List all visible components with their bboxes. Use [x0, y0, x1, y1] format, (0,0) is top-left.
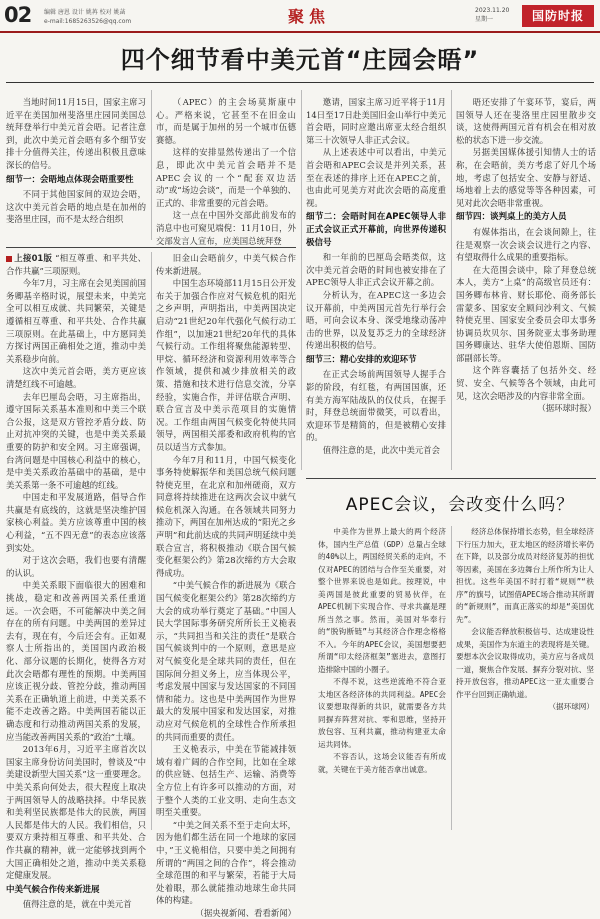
paragraph-text: “相互尊重、和平共处、合作共赢”三项原则。 — [6, 253, 147, 276]
paragraph: 中美作为世界上最大的两个经济体，国内生产总值（GDP）总量占全球的40%以上，两国经贸关系的走向，不仅对APEC的团结与合作至关重要，对整个世界来说也是如此。按理说，中美两国是彼此重要的贸易伙伴，在APEC机制下实现合作、寻求共赢是理所当然之事。然而，美国对华奉行的“脱钩断链”与其经济合作理念格格不入。今年的APEC会议，美国想要把所谓“印太经济框架”塞进去，意图打造排除中国的小圈子。 — [318, 527, 446, 674]
paragraph: 值得注意的是，此次中美元首会 — [322, 445, 441, 456]
article-column-4 — [456, 96, 596, 415]
date-value: 2023.11.20 — [475, 7, 510, 14]
source-credit: （据环球网） — [548, 702, 594, 711]
paragraph: 今年7月，习主席在会见美国前国务卿基辛格时说，展望未来，中美完全可以相互成就、共同繁荣，关键是遵循相互尊重、和平共处、合作共赢三项原则。在此基础上，中方愿同美方探讨两国正确相处之道，推动中美关系稳步向前。 — [6, 278, 146, 364]
column-divider — [451, 526, 452, 830]
column-divider — [151, 252, 152, 830]
paragraph: 2013年6月，习近平主席首次以国家主席身份访问美国时，曾谈及“中美建设新型大国关系”这一重要理念。中美关系向何处去，很大程度上取决于两国领导人的战略抉择。中华民族和美利坚民族都是伟大的民族，两国人民都是伟大的人民。我们相信，只要双方秉持相互尊重、和平共处、合作共赢的精神，就一定能够找到两个大国正确相处之道，推动中美关系稳定健康发展。 — [6, 744, 146, 881]
paragraph: 另据美国媒体援引知情人士的话称，在会晤前，美方考虑了好几个场地，考虑了包括安全、安静与舒适、场地着上去的感觉等等各种因素，可见对此次会晤非常重视。 — [456, 147, 596, 208]
paragraph: 今年7月和11月，中国气候变化事务特使解振华和美国总统气候问题特使克里，在北京和加州磋商，双方同意将持续推进在这两次会议中就气候危机深入沟通。在各领域共同努力推动下，两国在加州达成的“阳光之乡声明”和此前达成的共同声明延续中美联合宣言，将积极推动《联合国气候变化框架公约》第28次缔约方大会取得成功。 — [156, 454, 296, 578]
column-divider — [151, 90, 152, 240]
weekday: 星期一 — [475, 16, 494, 23]
section-separator — [306, 478, 596, 479]
paragraph: 邀请，国家主席习近平将于11月14日至17日赴美国旧金山举行中美元首会晤，同时应邀出席亚太经合组织第三十次领导人非正式会议。 — [306, 97, 446, 145]
subheading: 细节一：会晤地点体现会晤重要性 — [6, 174, 134, 185]
continued-label — [6, 253, 52, 263]
paragraph: 王义桅表示，中美在节能减排领域有着广阔的合作空间，比如在全球的供应链、包括生产、运输、消费等全方位上有许多可以推动的方面，对于整个人类的工业文明、走向生态文明至关重要。 — [156, 744, 296, 818]
paragraph: 中国生态环境部11月15日公开发布关于加强合作应对气候危机的阳光之乡声明，声明指出，中美两国决定启动“21世纪20年代强化气候行动工作组”，以加速21世纪20年代的具体气候行动。工作组将聚焦能源转型、甲烷、循环经济和资源利用效率等合作领域，提供和减少排放相关的政策、措施和技术进行信息交流，分享经验，实施合作，并评估联合声明、联合宣言及中美示范项目的实施情况。工作组由两国气候变化特使共同领导，两国相关部委和政府机构的官员以适当方式参加。 — [156, 278, 296, 452]
paragraph: 去年巴厘岛会晤，习主席指出，遵守国际关系基本准则和中美三个联合公报，这是双方管控矛盾分歧、防止对抗冲突的关键，也是中美关系最重要的防护和安全网。习主席强调，台湾问题是中国核心利益中的核心，是中美关系政治基础中的基础，是中美关系第一条不可逾越的红线。 — [6, 391, 146, 490]
column-divider — [451, 90, 452, 470]
issue-date — [475, 6, 509, 24]
paragraph: 这次中美元首会晤，美方更应该清楚红线不可逾越。 — [6, 366, 146, 389]
paragraph-with-caption — [6, 252, 146, 277]
paragraph: 这个阵容囊括了包括外交、经贸、安全、气候等各个领域，由此可见，这次会晤涉及的内容非常全面。 — [456, 365, 596, 401]
column-divider — [301, 90, 302, 470]
continued-story-column-1 — [6, 252, 147, 910]
subheading: 细节二：会晤时间在APEC领导人非正式会议正式开幕前，向世界传递积极信号 — [306, 212, 446, 248]
paragraph: 分析认为，在APEC这一多边会议开幕前，中美两国元首先行举行会晤，可向会议本身、深受地缘动荡冲击的世界，以及复苏乏力的全球经济传递出积极的信号。 — [306, 289, 446, 351]
continued-story-column-2 — [156, 252, 296, 918]
staff-line: 编辑 唐恩 设计 姚苒 校对 姚菡 — [44, 9, 126, 16]
source-credit: （据环球时报） — [537, 403, 596, 414]
paragraph: 有媒体指出，在会谈间隙上，往往是观察一次会谈会议进行之内容、有望取得什么成果的重要指标。 — [456, 226, 596, 263]
apec-column-2 — [456, 526, 594, 830]
jump-marker-icon — [6, 256, 12, 262]
page-number: 02 — [4, 3, 32, 27]
paragraph: 当地时间11月15日，国家主席习近平在美国加州斐洛里庄园同美国总统拜登举行中美元首会晤。记者注意到，此次中美元首会晤有多个细节安排十分值得关注，传递出积极且意味深长的信号。 — [6, 97, 146, 170]
subheading: 细节三：精心安排的欢迎环节 — [306, 354, 417, 365]
header-divider — [0, 31, 600, 33]
subheading: 中美气候合作传来新进展 — [6, 884, 100, 895]
page-header — [0, 0, 600, 34]
paragraph: 会议能否释放积极信号、达成建设性成果，美国作为东道主的表现将是关键。要想本次会议取得成功，美方应与各成员一道，聚焦合作发展、摒弃分裂对抗、坚持开放包容，推动APEC这一亚太重要合作平台回到正确轨道。 — [456, 627, 594, 699]
paragraph: 不得不说，这些逆流绝不符合亚太地区各经济体的共同利益。APEC会议要想取得新的共识，就需要各方共同摒弃阵营对抗、零和思维，坚持开放包容、互利共赢，推动构建亚太命运共同体。 — [318, 677, 446, 749]
article-column-2 — [156, 96, 296, 247]
paragraph: 经济总体保持增长态势，但全球经济下行压力加大，亚太地区的经济增长率仍在下降，以及部分成员对经济复苏的担忧等因素，美国在多边舞台上所作所为让人担忧。这些年美国不时打着“规则”“秩序”的旗号，试图借APEC场合推动其所谓的“新规则”，而真正落实的却是“美国优先”。 — [456, 527, 594, 624]
headline-rule — [6, 82, 594, 83]
article-column-3 — [306, 96, 446, 457]
paragraph: 旧金山会晤前夕，中美气候合作传来新进展。 — [156, 253, 296, 276]
paragraph: “中美之间关系不至于走向太坏，因为他们都生活在同一个地球的家园中，”王义桅相信，只要中美之间拥有所谓的“两国之间的合作”，将会推动全球范围的和平与繁荣，若能于大局处着眼，那么就能推动地球生命共同体的构建。 — [156, 819, 296, 906]
paragraph: 和一年前的巴厘岛会晤类似，这次中美元首会晤的时间也被安排在了APEC领导人非正式会议开幕之前。 — [306, 252, 446, 288]
staff-credits — [44, 8, 131, 26]
paragraph: 对于这次会晤，我们也要有清醒的认识。 — [6, 555, 146, 578]
paragraph: 不容否认，这场会议能否有所成就，关键在于美方能否拿出诚意。 — [318, 752, 446, 774]
section-separator — [6, 247, 296, 248]
paragraph: 中美关系眼下面临很大的困难和挑战，稳定和改善两国关系任重道远。一次会晤，不可能解决中美之间存在的所有问题。中美两国的差异过去有，现在有，今后还会有。正如观察人士所指出的，美国国内政治极化、部分议题的长期化，使得各方对此次会晤都有理性的预期。中美两国应该正视分歧、管控分歧，推动两国关系在正确轨道上前进，中美关系不能不走改善之路。中美两国若能以正确态度和行动推动两国关系的发展，应当能改善两国关系的“政治”土壤。 — [6, 580, 146, 742]
page-headline: 四个细节看中美元首“庄园会晤” — [120, 46, 480, 74]
section-title: 聚焦 — [288, 7, 331, 26]
paragraph: 在大范围会谈中，除了拜登总统本人，美方“上桌”的高级官员还有：国务卿布林肯、财长耶伦、商务部长雷蒙多、国家安全顾问沙利文、气候特使克里、国家安全委员会印太事务协调员坎贝尔、国务院亚太事务助理国务卿康达、驻华大使伯恩斯、国防部副部长等。 — [456, 264, 596, 363]
article-column-1 — [6, 96, 146, 226]
paragraph: 中国走和平发展道路，倡导合作共赢是有底线的，这就是坚决维护国家核心利益。美方应该尊重中国的核心利益，“五不四无意”的表态应该落到实处。 — [6, 492, 146, 553]
staff-email: e-mail:1685263526@qq.com — [44, 18, 132, 25]
paragraph: 这样的安排显然传递出了一个信息，即此次中美元首会晤并不是APEC会议的一个“配套双边活动”或“场边会谈”，而是一个单独的、正式的、非常重要的元首会晤。 — [156, 147, 296, 208]
continued-from-text: 上接01版 — [14, 253, 53, 263]
newspaper-masthead: 国防时报 — [522, 5, 594, 27]
paragraph: 不同于其他国家间的双边会晤，这次中美元首会晤的地点是在加州的斐洛里庄园，而不是太经合组织 — [6, 189, 146, 225]
paragraph: （APEC）的主会场莫斯康中心。严格来说，它甚至不在旧金山市，而是属于加州的另一个城市伍德赛德。 — [156, 97, 296, 145]
paragraph: 这一点在中国外交部此前发布的消息中也可窥见端倪：11月10日，外交部发言人宣布，应美国总统拜登 — [156, 210, 296, 246]
subheading: 细节四：谈判桌上的美方人员 — [456, 212, 567, 223]
source-credit: （据央视新闻、看看新闻） — [195, 907, 296, 918]
paragraph: “中美气候合作的新进展为《联合国气候变化框架公约》第28次缔约方大会的成功举行奠定了基础。”中国人民大学国际事务研究所所长王义桅表示，“共同担当和关注的责任”是联合国气候谈判中的一个原则，意思是应对气候变化是全球共同的责任，但在国际间分担义务上，应当体现公平，考虑发展中国家与发达国家的不同国情和能力。这也是中美两国作为世界最大的发展中国家和发达国家，对推动应对气候危机的全球性合作所承担的共同而重要的责任。 — [156, 580, 296, 742]
paragraph: 晤还安排了午宴环节，宴后，两国领导人还在斐洛里庄园里散步交谈，这使得两国元首有机会在相对放松的状态下进一步交流。 — [456, 97, 596, 145]
paragraph: 在正式会场前两国领导人握手合影的阶段，有红毯，有两国国旗，还有美方海军陆战队的仪仗兵，在握手时，拜登总统面带微笑，可以看出，欢迎环节是精简的，但是被精心安排的。 — [306, 369, 446, 443]
paragraph: 从上述表述中可以看出，中美元首会晤和APEC会议是并列关系，甚至在表述的排序上还在APEC之前，也由此可见美方对此次会晤的高度重视。 — [306, 147, 446, 208]
apec-column-1 — [318, 526, 446, 830]
paragraph: 值得注意的是，就在中美元首 — [22, 899, 132, 910]
apec-article-title: APEC会议，会改变什么吗？ — [345, 495, 575, 515]
